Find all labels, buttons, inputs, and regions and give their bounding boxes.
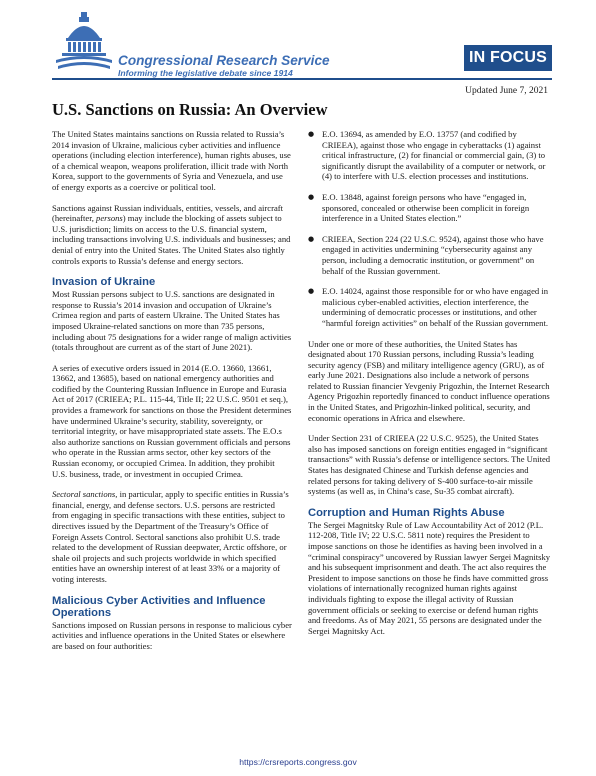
- header-rule: [52, 78, 552, 80]
- capitol-dome-logo: [56, 12, 112, 74]
- in-focus-badge: IN FOCUS: [464, 45, 552, 71]
- list-item-text: E.O. 13694, as amended by E.O. 13757 (and codified by CRIEEA), against those who engage in cyberattacks (1) against critical infrastructure, (2) for financial or commercial gain, (3) to significantly disrupt the availability of a computer or network, or (4) to interfere with U.S. election processes and institutions.: [322, 129, 546, 182]
- list-item: [308, 192, 552, 224]
- section-heading-corruption: Corruption and Human Rights Abuse: [308, 506, 505, 519]
- text-run: Sanctions against Russian individuals, entities, vessels, and aircraft (hereinafter,: [52, 202, 284, 224]
- magnitsky-paragraph: The Sergei Magnitsky Rule of Law Accountability Act of 2012 (P.L. 112-208, Title IV; 22 U.S.C. 5811 note) requires the President to impose sanctions on those he identifies as having been involved in a “criminal conspiracy” uncovered by Russian lawyer Sergei Magnitsky and his subsequent imprisonment and death. The act also requires the President to impose sanctions on those he finds have committed gross violations of internationally recognized human rights against individuals fighting to expose the illegal activity of Russian government officials or seeking to exercise or defend human rights and freedoms. As of May 2021, 55 persons are designated under the Sergei Magnitsky Act.: [308, 519, 551, 636]
- list-item-text: E.O. 13848, against foreign persons who have “engaged in, sponsored, concealed or otherwise been complicit in foreign interference in a United States election.”: [322, 191, 530, 224]
- bullet-icon: ●: [308, 130, 315, 138]
- section-heading-ukraine: Invasion of Ukraine: [52, 276, 156, 289]
- bullet-icon: ●: [308, 287, 315, 296]
- bullet-icon: ●: [308, 192, 315, 201]
- list-item: [308, 234, 552, 276]
- org-name: Congressional Research Service: [118, 53, 330, 68]
- designations-paragraph: Under one or more of these authorities, the United States has designated about 170 Russian persons, including Russia’s leading security agency (FSB) and military intelligence agency (GRU), as of early June 2021. Designations also include a network of persons related to Russian financier Yevgeniy Prigozhin, the Internet Research Agency Prigozhin reportedly financed to conduct influence operations in the United States, and Prigozhin-linked political, security, and economic operations in Africa and elsewhere.: [308, 338, 550, 423]
- text-run: ) may include the blocking of assets subject to U.S. jurisdiction; limits on access to the U.S. financial system, including transactions involving U.S. individuals and businesses; and denial of entry into the United States. The United States also tightly controls exports to Russia’s defense and energy sectors.: [52, 213, 291, 266]
- updated-date: Updated June 7, 2021: [465, 86, 548, 96]
- term-persons: persons: [96, 213, 123, 224]
- list-item: [308, 129, 552, 182]
- term-sectoral-sanctions: Sectoral sanctions: [52, 489, 116, 500]
- list-item-text: CRIEEA, Section 224 (22 U.S.C. 9524), against those who have engaged in activities undermining “cybersecurity against any person, including a democratic institution, or government” on behalf of the Russian government.: [322, 233, 544, 276]
- page-title: U.S. Sanctions on Russia: An Overview: [52, 100, 328, 119]
- bullet-icon: ●: [308, 234, 315, 243]
- section-231-paragraph: Under Section 231 of CRIEEA (22 U.S.C. 9525), the United States also has imposed sanctions on foreign entities engaged in “significant transactions” with Russia’s defense or intelligence sectors. The United States has designated Chinese and Turkish defense agencies and related persons for taking delivery of S-400 surface-to-air missile systems (as well as, in China’s case, Su-35 combat aircraft).: [308, 433, 551, 497]
- left-column: [52, 129, 292, 661]
- authority-list: [308, 129, 552, 329]
- footer-link[interactable]: https://crsreports.congress.gov: [239, 757, 357, 767]
- sectoral-paragraph: [52, 489, 292, 584]
- list-item-text: E.O. 14024, against those responsible for or who have engaged in malicious cyber-enabled activities, election interference, the undermining of democratic processes or institutions, and other “harmful foreign activities” on behalf of the Russian government.: [322, 286, 549, 328]
- ukraine-paragraph-2: A series of executive orders issued in 2014 (E.O. 13660, 13661, 13662, and 13685), based on national emergency authorities and codified by the Countering Russian Influence in Europe and Eurasia Act of 2017 (CRIEEA; P.L. 115-44, Title II; 22 U.S.C. 9501 et seq.), provides a framework for sanctions on those the President determines have undermined Ukraine’s security, stability, sovereignty, or territorial integrity, or have misappropriated state assets. The E.O.s also authorize sanctions on Russian government officials and persons who operate in the Russian arms sector, other key sectors of the Russian economy, or occupied Crimea. In addition, they prohibit U.S. business, trade, or investment in occupied Crimea.: [52, 362, 292, 479]
- cyber-paragraph: Sanctions imposed on Russian persons in response to malicious cyber activities and influence operations in the United States or elsewhere are based on four authorities:: [52, 619, 292, 651]
- list-item: [308, 286, 552, 328]
- intro-paragraph-2: [52, 203, 292, 267]
- header: [0, 0, 596, 100]
- text-run: , in particular, apply to specific entities in Russia’s financial, energy, and defense sectors. U.S. persons are restricted from engaging in specific transactions with these entities, subject to directives issued by the Department of the Treasury’s Office of Foreign Assets Control. Sectoral sanctions also prohibit U.S. trade related to the development of Russian deepwater, Arctic offshore, or shale oil projects and such projects worldwide in which specified entities have an ownership interest of at least 33% or a majority of voting interests.: [52, 489, 289, 584]
- intro-paragraph: The United States maintains sanctions on Russia related to Russia’s 2014 invasion of Ukraine, malicious cyber activities and influence operations (including election interference), human rights abuses, use of a chemical weapon, weapons proliferation, illicit trade with North Korea, support to the governments of Syria and Venezuela, and use of energy exports as a coercive or political tool.: [52, 129, 291, 192]
- section-heading-cyber: Malicious Cyber Activities and Influence Operations: [52, 594, 266, 619]
- right-column: [308, 129, 552, 646]
- org-tagline: Informing the legislative debate since 1914: [118, 68, 293, 78]
- ukraine-paragraph-1: Most Russian persons subject to U.S. sanctions are designated in response to Russia’s 2014 invasion and occupation of Ukraine’s Crimea region and parts of eastern Ukraine. The United States has imposed Ukraine-related sanctions on more than 735 persons, including about 75 designations for a wider range of malign activities (totals throughout are current as of the start of June 2021).: [52, 289, 292, 353]
